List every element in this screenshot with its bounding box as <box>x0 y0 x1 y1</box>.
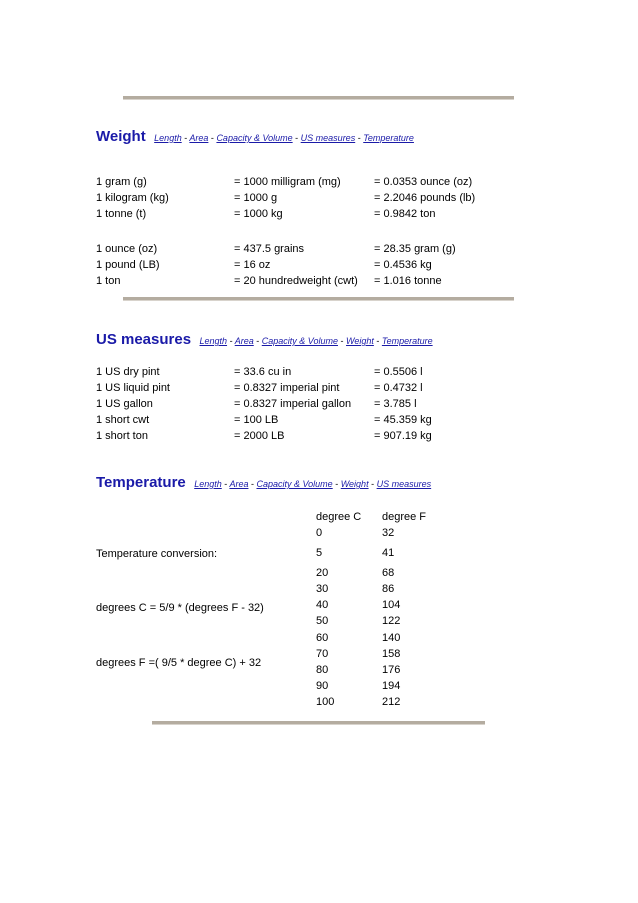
table-cell: 86 <box>382 583 395 595</box>
nav-link-capacity-volume[interactable]: Capacity & Volume <box>256 479 333 489</box>
column-header-degree-c: degree C <box>316 511 362 523</box>
table-cell: 0 <box>316 527 323 539</box>
table-row: 1 tonne (t) = 1000 kg = 0.9842 ton <box>96 208 436 220</box>
table-cell: 140 <box>382 632 401 644</box>
nav-link-temperature[interactable]: Temperature <box>363 133 414 143</box>
weight-section-title <box>96 128 414 146</box>
nav-link-us-measures[interactable]: US measures <box>376 479 432 489</box>
table-row: 1 US liquid pint = 0.8327 imperial pint = 0.4732 l <box>96 382 423 394</box>
table-cell: 100 <box>316 696 335 708</box>
formula-fahrenheit: degrees F =( 9/5 * degree C) + 32 <box>96 657 262 669</box>
table-cell: 30 <box>316 583 329 595</box>
table-cell: 70 <box>316 648 329 660</box>
us-measures-heading: US measures <box>96 331 192 348</box>
nav-link-capacity-volume[interactable]: Capacity & Volume <box>261 336 338 346</box>
temperature-section-title <box>96 474 431 492</box>
table-cell: 176 <box>382 664 401 676</box>
formula-celsius: degrees C = 5/9 * (degrees F - 32) <box>96 602 264 614</box>
nav-link-area[interactable]: Area <box>234 336 254 346</box>
weight-heading: Weight <box>96 128 146 145</box>
table-cell: 32 <box>382 527 395 539</box>
us-measures-section-title <box>96 331 433 349</box>
table-row: 1 US dry pint = 33.6 cu in = 0.5506 l <box>96 366 423 378</box>
table-cell: 194 <box>382 680 401 692</box>
table-row: 1 short ton = 2000 LB = 907.19 kg <box>96 430 432 442</box>
table-cell: 60 <box>316 632 329 644</box>
column-header-degree-f: degree F <box>382 511 427 523</box>
table-row: 1 pound (LB) = 16 oz = 0.4536 kg <box>96 259 432 271</box>
nav-link-length[interactable]: Length <box>194 479 222 489</box>
us-measures-nav: Length - Area - Capacity & Volume - Weight - Temperature <box>199 336 433 346</box>
divider-top <box>123 96 514 100</box>
nav-link-weight[interactable]: Weight <box>346 336 374 346</box>
table-cell: 80 <box>316 664 329 676</box>
nav-link-area[interactable]: Area <box>189 133 209 143</box>
table-cell: 212 <box>382 696 401 708</box>
table-row: 1 ounce (oz) = 437.5 grains = 28.35 gram (g) <box>96 243 456 255</box>
table-cell: 40 <box>316 599 329 611</box>
nav-link-length[interactable]: Length <box>154 133 182 143</box>
table-cell: 50 <box>316 615 329 627</box>
table-cell: 90 <box>316 680 329 692</box>
nav-link-capacity-volume[interactable]: Capacity & Volume <box>216 133 293 143</box>
nav-link-area[interactable]: Area <box>229 479 249 489</box>
table-row: 1 kilogram (kg) = 1000 g = 2.2046 pounds (lb) <box>96 192 476 204</box>
weight-nav: Length - Area - Capacity & Volume - US measures - Temperature <box>154 133 414 143</box>
table-row: 1 short cwt = 100 LB = 45.359 kg <box>96 414 432 426</box>
nav-link-us-measures[interactable]: US measures <box>300 133 356 143</box>
temperature-conversion-label: Temperature conversion: <box>96 548 218 560</box>
divider-weight <box>123 297 514 301</box>
nav-link-weight[interactable]: Weight <box>340 479 369 489</box>
table-cell: 5 <box>316 547 323 559</box>
temperature-nav: Length - Area - Capacity & Volume - Weight - US measures <box>194 479 432 489</box>
table-cell: 122 <box>382 615 401 627</box>
table-row: 1 ton = 20 hundredweight (cwt) = 1.016 tonne <box>96 275 442 287</box>
table-row: 1 US gallon = 0.8327 imperial gallon = 3.785 l <box>96 398 417 410</box>
nav-link-temperature[interactable]: Temperature <box>381 336 433 346</box>
temperature-heading: Temperature <box>96 474 186 491</box>
table-cell: 20 <box>316 567 329 579</box>
table-cell: 41 <box>382 547 395 559</box>
table-cell: 104 <box>382 599 401 611</box>
divider-bottom <box>152 721 485 725</box>
table-cell: 68 <box>382 567 395 579</box>
nav-link-length[interactable]: Length <box>199 336 228 346</box>
table-cell: 158 <box>382 648 401 660</box>
table-row: 1 gram (g) = 1000 milligram (mg) = 0.0353 ounce (oz) <box>96 176 473 188</box>
